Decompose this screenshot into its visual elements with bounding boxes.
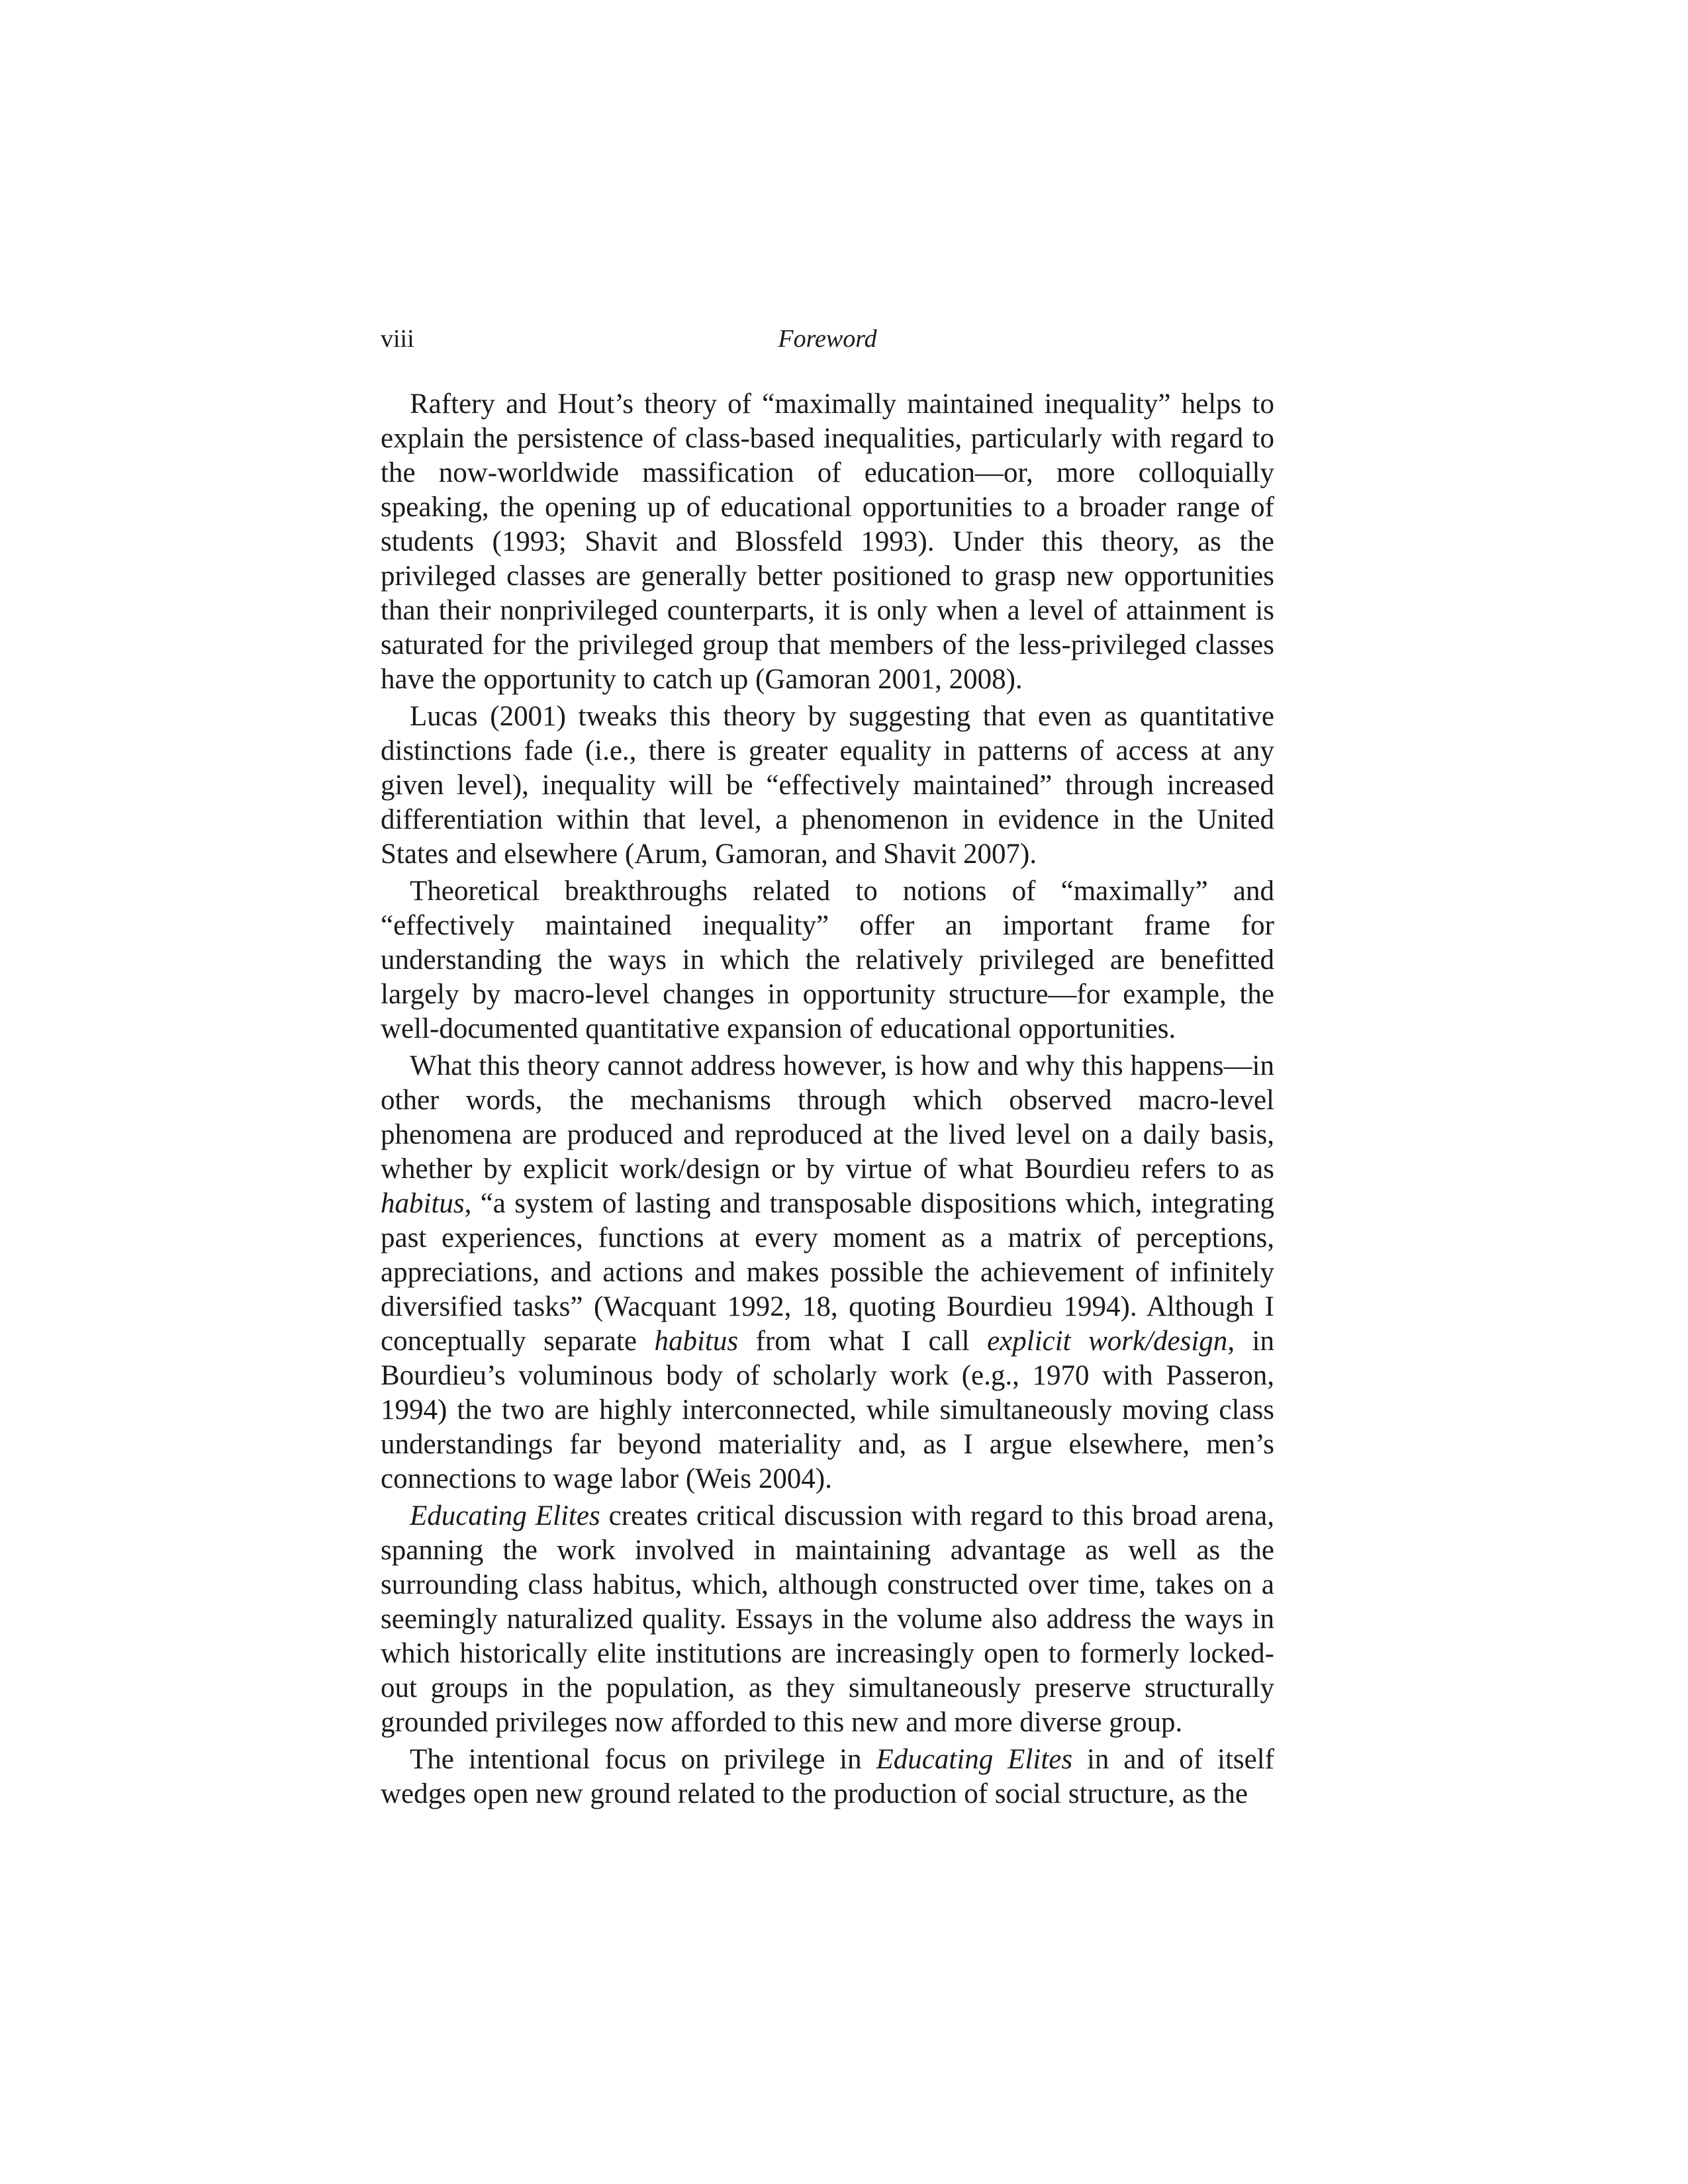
- text-segment: Theoretical breakthroughs related to notions of “maximally” and “effectively maintained inequality” offer an important frame for understanding the ways in which the relatively privileged are benefitted largely by macro-level changes in opportunity structure—for example, the well-documented quantitative expansion of educational opportunities.: [381, 876, 1274, 1044]
- paragraph: [381, 1499, 1274, 1740]
- paragraph: [381, 1743, 1274, 1811]
- text-segment: , “a system of lasting and transposable dispositions which, integrating past experiences, functions at every moment as a matrix of perceptions, appreciations, and actions and makes possible the achievement of infinitely diversified tasks” (Wacquant 1992, 18, quoting Bourdieu 1994). Although I conceptually separate: [381, 1188, 1274, 1357]
- book-title: Educating Elites: [410, 1500, 600, 1531]
- text-segment: creates critical discussion with regard to this broad arena, spanning the work involved in maintaining advantage as well as the surrounding class habitus, which, although constructed over time, takes on a seemingly naturalized quality. Essays in the volume also address the ways in which historically elite institutions are increasingly open to formerly locked-out groups in the population, as they simultaneously preserve structurally grounded privileges now afforded to this new and more diverse group.: [381, 1500, 1275, 1738]
- italic-term: explicit work/design: [987, 1326, 1228, 1357]
- italic-term: habitus: [381, 1188, 465, 1219]
- italic-term: habitus: [654, 1326, 739, 1357]
- book-title: Educating Elites: [876, 1744, 1073, 1775]
- paragraph: [381, 874, 1274, 1046]
- text-segment: What this theory cannot address however, is how and why this happens—in other words, the mechanisms through which observed macro-level phenomena are produced and reproduced at the lived level on a daily basis, whether by explicit work/design or by virtue of what Bourdieu refers to as: [381, 1050, 1274, 1185]
- paragraph: [381, 700, 1274, 872]
- paragraph: [381, 387, 1274, 697]
- text-segment: from what I call: [738, 1326, 988, 1357]
- page-number: viii: [381, 325, 414, 353]
- text-segment: in and of itself wedges open new ground related to the production of social structure, as the: [381, 1744, 1274, 1809]
- page-header: [381, 324, 1274, 364]
- paragraph: [381, 1049, 1274, 1496]
- text-segment: , in Bourdieu’s voluminous body of scholarly work (e.g., 1970 with Passeron, 1994) the two are highly interconnected, while simultaneously moving class understandings far beyond materiality and, as I argue elsewhere, men’s connections to wage labor (Weis 2004).: [381, 1326, 1274, 1494]
- running-head: Foreword: [778, 325, 877, 353]
- text-segment: The intentional focus on privilege in: [410, 1744, 876, 1775]
- text-segment: Lucas (2001) tweaks this theory by suggesting that even as quantitative distinctions fade (i.e., there is greater equality in patterns of access at any given level), inequality will be “effectively maintained” through increased differentiation within that level, a phenomenon in evidence in the United States and elsewhere (Arum, Gamoran, and Shavit 2007).: [381, 701, 1274, 870]
- body-text: [381, 387, 1274, 1811]
- text-segment: Raftery and Hout’s theory of “maximally maintained inequality” helps to explain the persistence of class-based inequalities, particularly with regard to the now-worldwide massification of education—or, more colloquially speaking, the opening up of educational opportunities to a broader range of students (1993; Shavit and Blossfeld 1993). Under this theory, as the privileged classes are generally better positioned to grasp new opportunities than their nonprivileged counterparts, it is only when a level of attainment is saturated for the privileged group that members of the less-privileged classes have the opportunity to catch up (Gamoran 2001, 2008).: [381, 388, 1274, 695]
